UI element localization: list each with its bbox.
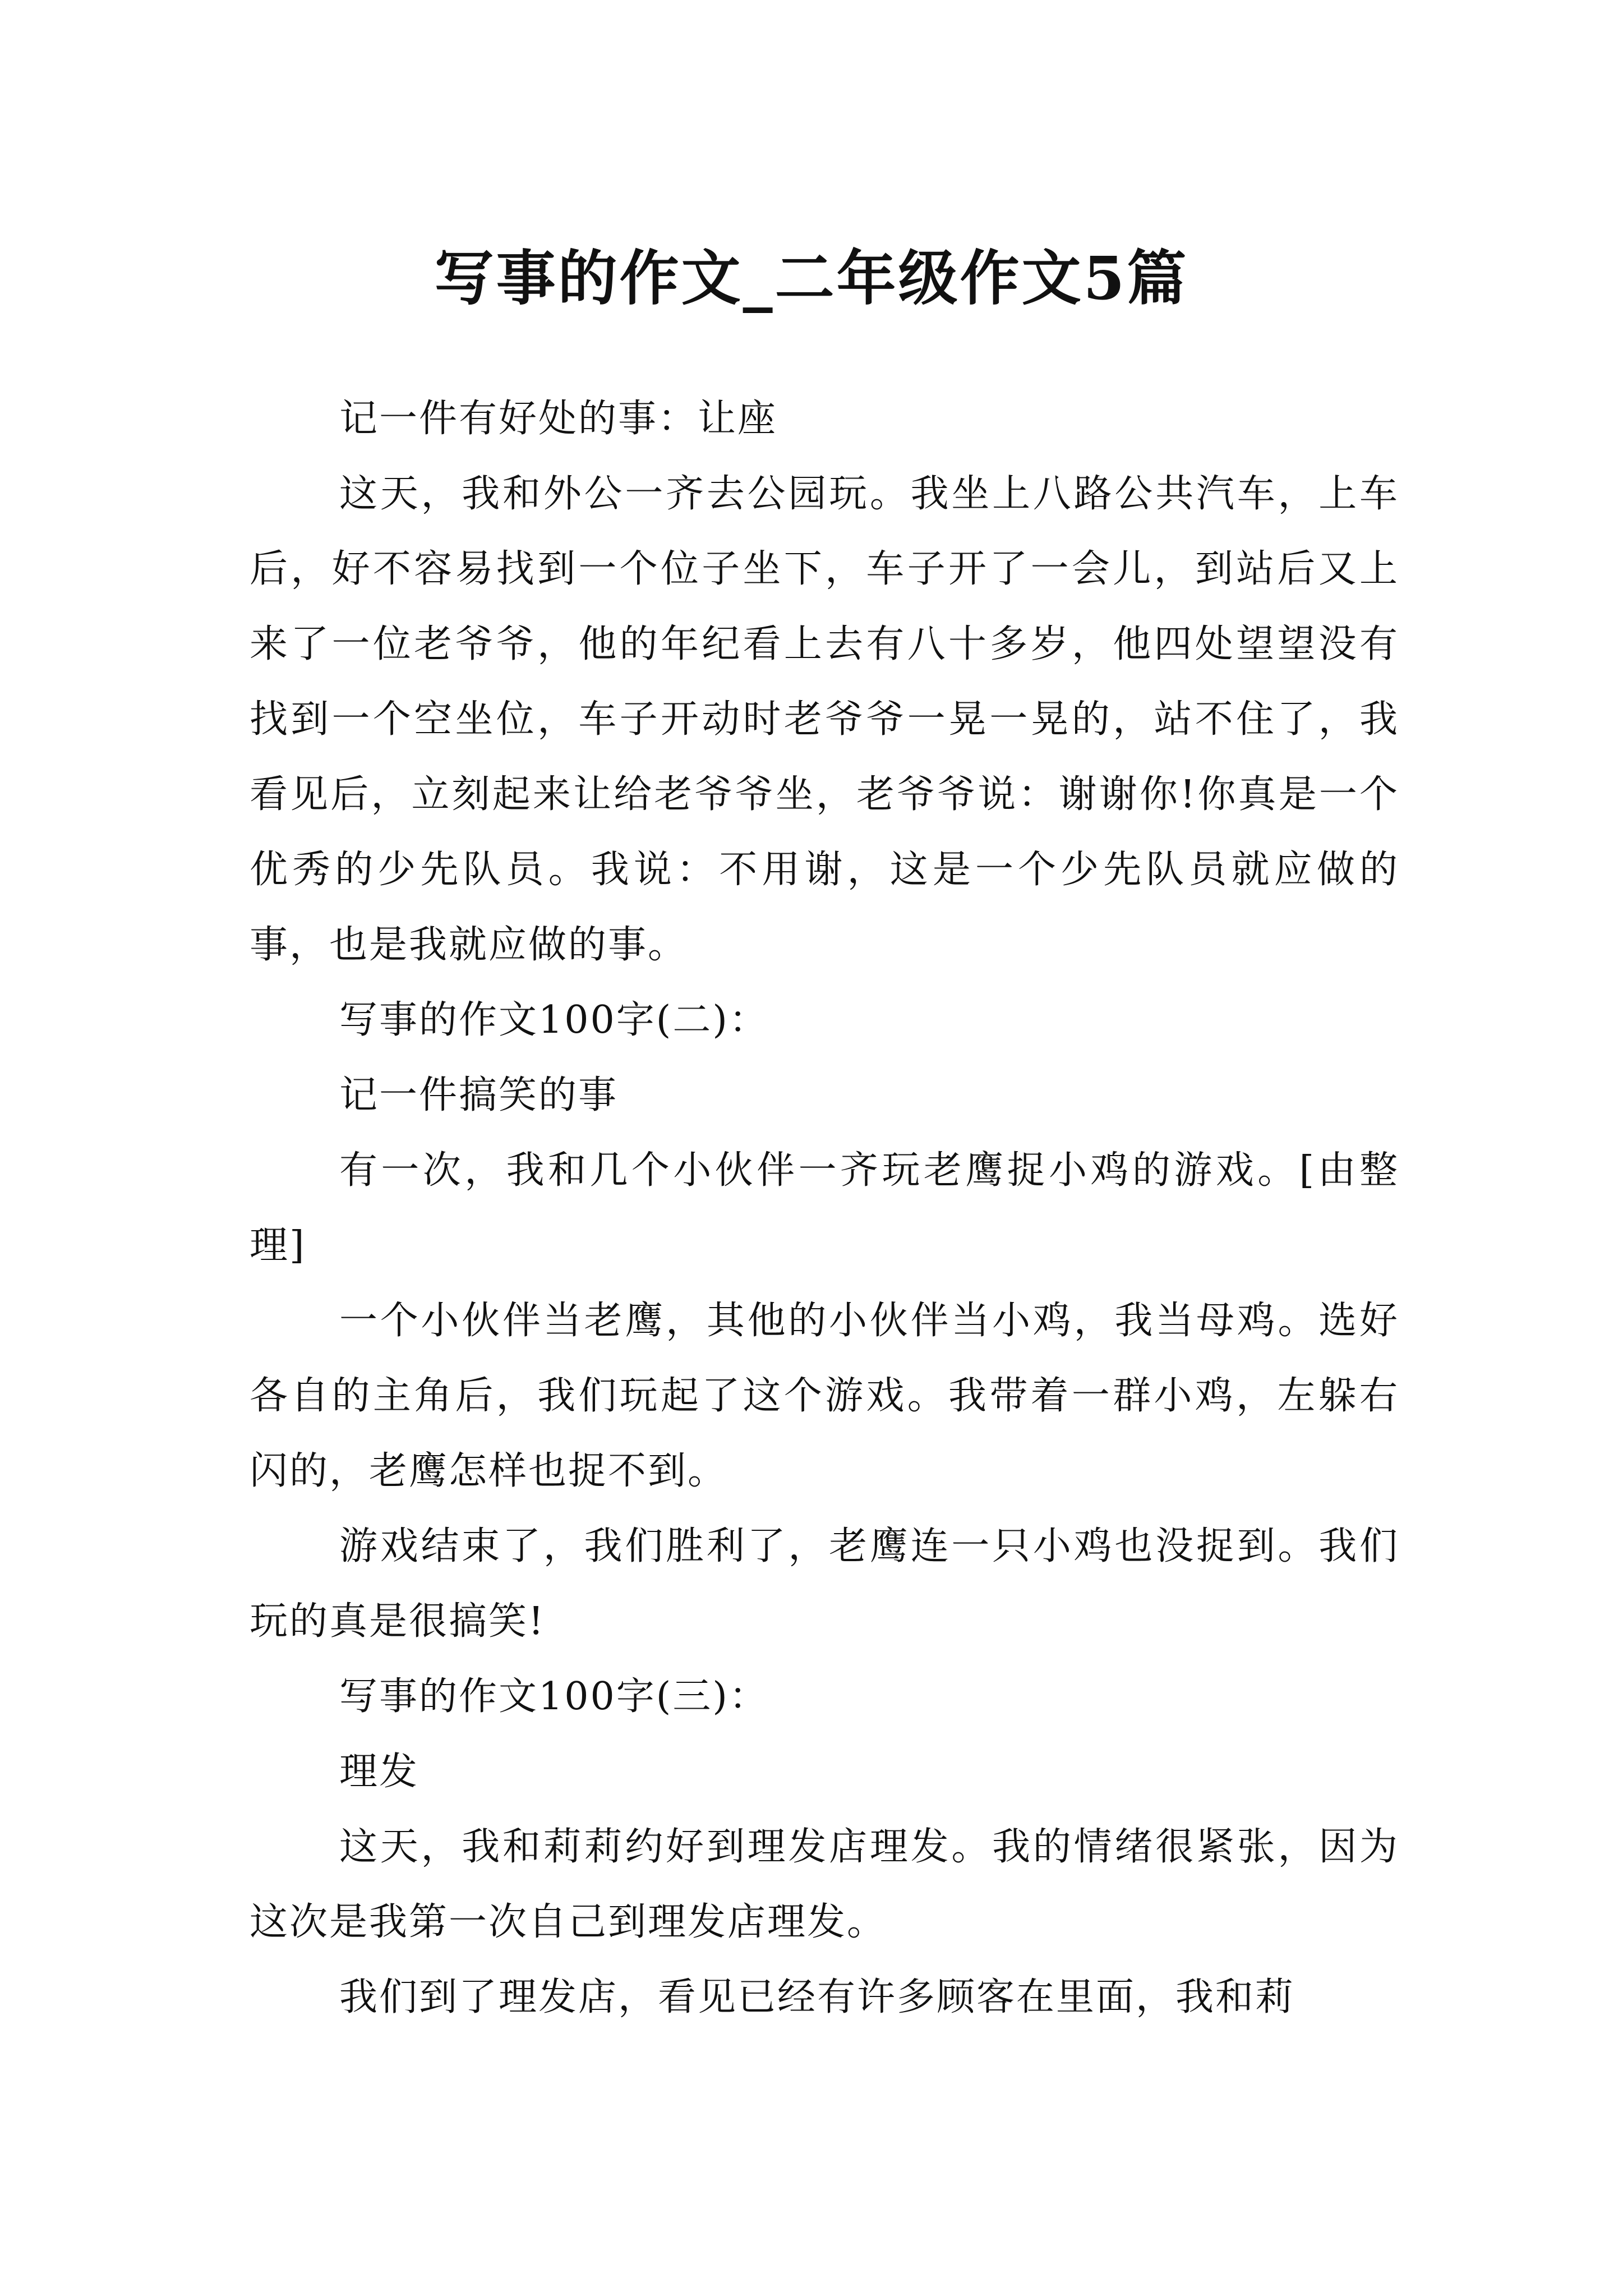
paragraph: 这天，我和莉莉约好到理发店理发。我的情绪很紧张，因为这次是我第一次自己到理发店理发。 — [250, 1825, 1399, 1944]
document-body — [250, 381, 1399, 2035]
paragraph-heading-1: 记一件有好处的事：让座 — [339, 397, 778, 441]
document-title: 写事的作文_二年级作文5篇 — [434, 243, 1189, 314]
section-heading-2: 写事的作文100字(二)： — [339, 998, 769, 1042]
section-heading-3: 写事的作文100字(三)： — [339, 1674, 769, 1719]
paragraph: 一个小伙伴当老鹰，其他的小伙伴当小鸡，我当母鸡。选好各自的主角后，我们玩起了这个游戏。我带着一群小鸡，左躲右闪的，老鹰怎样也捉不到。 — [250, 1299, 1399, 1493]
paragraph: 这天，我和外公一齐去公园玩。我坐上八路公共汽车，上车后，好不容易找到一个位子坐下，车子开了一会儿，到站后又上来了一位老爷爷，他的年纪看上去有八十多岁，他四处望望没有找到一个空坐位，车子开动时老爷爷一晃一晃的，站不住了，我看见后，立刻起来让给老爷爷坐，老爷爷说：谢谢你!你真是一个优秀的少先队员。我说：不用谢，这是一个少先队员就应做的事，也是我就应做的事。 — [250, 472, 1399, 967]
paragraph: 我们到了理发店，看见已经有许多顾客在里面，我和莉 — [339, 1975, 1295, 2019]
paragraph-heading-2: 记一件搞笑的事 — [339, 1073, 619, 1117]
paragraph-heading-3: 理发 — [339, 1750, 419, 1794]
paragraph: 游戏结束了，我们胜利了，老鹰连一只小鸡也没捉到。我们玩的真是很搞笑! — [250, 1524, 1399, 1644]
paragraph: 有一次，我和几个小伙伴一齐玩老鹰捉小鸡的游戏。[由整理] — [250, 1148, 1399, 1268]
